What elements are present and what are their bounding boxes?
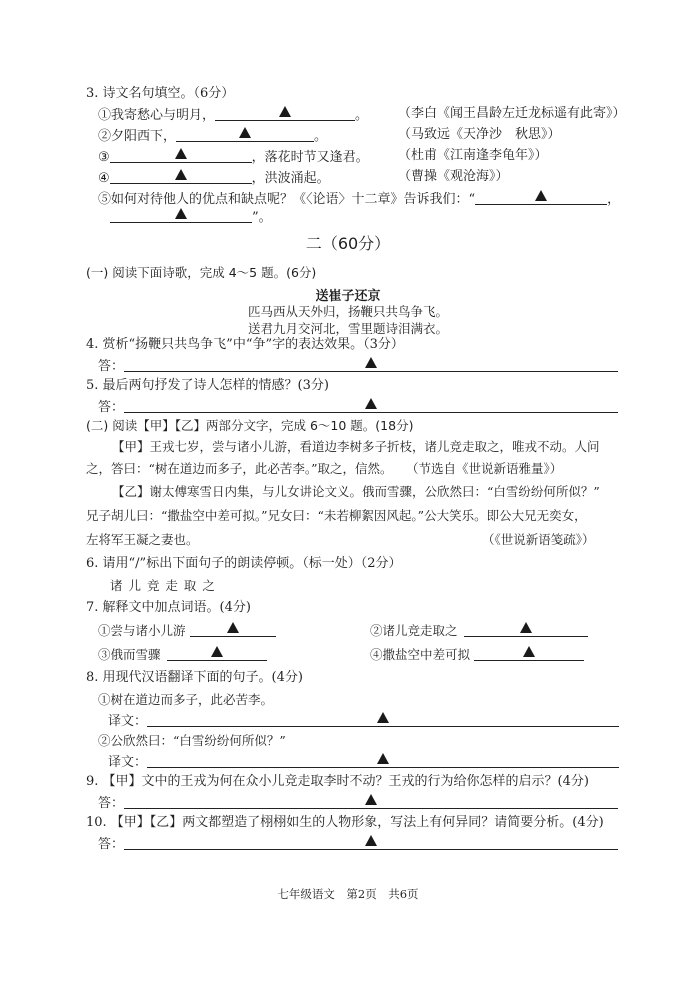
q7-item-1 — [98, 622, 276, 639]
q10-answer-label: 答： — [98, 837, 125, 852]
q7-text: 7. 解释文中加点词语。(4分) — [86, 600, 251, 615]
q3-line-3-pre: ③ — [98, 150, 110, 165]
q5-text: 5. 最后两句抒发了诗人怎样的情感？(3分) — [86, 378, 329, 393]
q7-blank-4[interactable] — [474, 646, 584, 661]
q3-line-2-source: （马致远《天净沙 秋思》） — [398, 127, 561, 142]
q3-blank-1[interactable] — [215, 106, 355, 121]
q3-line-3-post: ，落花时节又逢君。 — [251, 150, 369, 165]
triangle-marker-icon — [175, 169, 187, 180]
q8-answer-row-1 — [108, 712, 619, 730]
q3-line-4 — [98, 169, 330, 187]
q10-answer-line[interactable] — [124, 835, 618, 850]
section-2-heading: 二（60分） — [305, 234, 391, 253]
q3-line-5b-post: ”。 — [252, 210, 272, 225]
yi-line-2: 兄子胡儿曰：“撒盐空中差可拟。”兄女曰：“未若柳絮因风起。”公大笑乐。即公大兄无奕女， — [86, 508, 587, 523]
q3-line-5a-text: ⑤如何对待他人的优点和缺点呢？《〈论语〉十二章》告诉我们：“ — [98, 192, 476, 207]
q6-sentence: 诸 儿 竞 走 取 之 — [110, 578, 216, 593]
q8-answer-line-1[interactable] — [147, 712, 619, 727]
q7-item-2 — [370, 622, 588, 639]
q8-answer-label-2: 译文： — [108, 755, 148, 770]
yi-line-3: 左将军王凝之妻也。 — [86, 532, 199, 547]
q3-line-2 — [98, 127, 327, 145]
q9-answer-label: 答： — [98, 796, 125, 811]
q7-blank-2[interactable] — [464, 622, 588, 637]
q3-line-2-post: 。 — [314, 129, 328, 144]
q5-answer-line[interactable] — [124, 398, 618, 413]
q3-line-4-pre: ④ — [98, 171, 110, 186]
q10-text: 10. 【甲】【乙】两文都塑造了栩栩如生的人物形象，写法上有何异同？请简要分析。(4分) — [86, 815, 604, 830]
q3-blank-6[interactable] — [110, 208, 252, 223]
triangle-marker-icon — [365, 398, 377, 409]
triangle-marker-icon — [365, 794, 377, 805]
triangle-marker-icon — [227, 622, 239, 633]
q3-line-1-pre: ①我寄愁心与明月， — [98, 108, 216, 123]
q10-answer-row — [98, 835, 618, 853]
q7-item-2-text: ②诸儿竞走取之 — [370, 623, 458, 638]
q8-answer-label-1: 译文： — [108, 714, 148, 729]
triangle-marker-icon — [279, 106, 291, 117]
q3-line-1-post: 。 — [355, 108, 369, 123]
q3-blank-3[interactable] — [110, 148, 252, 163]
triangle-marker-icon — [523, 646, 535, 657]
triangle-marker-icon — [239, 127, 251, 138]
q3-blank-5[interactable] — [475, 190, 607, 205]
q3-line-5b — [110, 208, 272, 226]
triangle-marker-icon — [520, 622, 532, 633]
triangle-marker-icon — [211, 646, 223, 657]
triangle-marker-icon — [175, 148, 187, 159]
q4-text: 4. 赏析“扬鞭只共鸟争飞”中“争”字的表达效果。（3分） — [86, 337, 404, 352]
q8-sentence-2: ②公欣然曰：“白雪纷纷何所似？” — [98, 733, 286, 748]
q3-line-4-post: ，洪波涌起。 — [251, 171, 330, 186]
triangle-marker-icon — [175, 208, 187, 219]
q7-item-4 — [370, 646, 584, 663]
q7-blank-1[interactable] — [190, 622, 276, 637]
q8-answer-row-2 — [108, 753, 619, 771]
q4-answer-row — [98, 357, 618, 375]
q8-answer-line-2[interactable] — [147, 753, 619, 768]
triangle-marker-icon — [377, 753, 389, 764]
q7-blank-3[interactable] — [167, 646, 267, 661]
q3-line-4-source: （曹操《观沧海》） — [398, 169, 509, 184]
jia-source: （节选自《世说新语雅量》） — [406, 461, 563, 476]
q3-line-1 — [98, 106, 368, 124]
q5-answer-row — [98, 398, 618, 416]
page-footer: 七年级语文 第2页 共6页 — [277, 887, 419, 901]
q4-answer-label: 答： — [98, 359, 125, 374]
q9-text: 9. 【甲】文中的王戎为何在众小儿竞走取李时不动？王戎的行为给你怎样的启示？(4分) — [86, 774, 589, 789]
yi-source: （《世说新语笺疏》） — [482, 532, 595, 547]
q8-sentence-1: ①树在道边而多子，此必苦李。 — [98, 692, 274, 707]
triangle-marker-icon — [377, 712, 389, 723]
q3-line-2-pre: ②夕阳西下， — [98, 129, 177, 144]
q3-line-3 — [98, 148, 369, 166]
q3-blank-4[interactable] — [110, 169, 252, 184]
part-1-heading: (一) 阅读下面诗歌，完成 4～5 题。(6分) — [86, 265, 317, 280]
q3-line-5a — [98, 190, 620, 208]
poem-line-1: 匹马西从天外归，扬鞭只共鸟争飞。 — [247, 304, 448, 319]
q6-text: 6. 请用“/”标出下面句子的朗读停顿。（标一处）（2分） — [86, 556, 402, 571]
q5-answer-label: 答： — [98, 400, 125, 415]
jia-line-1: 【甲】王戎七岁，尝与诸小儿游，看道边李树多子折枝，诸儿竞走取之，唯戎不动。人问 — [112, 439, 600, 454]
q3-blank-2[interactable] — [176, 127, 314, 142]
q3-line-5a-post: ， — [607, 192, 621, 207]
yi-line-1: 【乙】谢太傅寒雪日内集，与儿女讲论文义。俄而雪骤，公欣然曰：“白雪纷纷何所似？” — [112, 484, 600, 499]
q7-item-3-text: ③俄而雪骤 — [98, 647, 161, 662]
q3-line-1-source: （李白《闻王昌龄左迁龙标遥有此寄》） — [398, 106, 626, 121]
triangle-marker-icon — [365, 357, 377, 368]
q9-answer-row — [98, 794, 618, 812]
q3-line-3-source: （杜甫《江南逢李龟年》） — [398, 148, 548, 163]
triangle-marker-icon — [535, 190, 547, 201]
q4-answer-line[interactable] — [124, 357, 618, 372]
poem-title: 送崔子还京 — [315, 289, 381, 304]
q3-heading: 3. 诗文名句填空。（6分） — [86, 86, 235, 101]
q7-item-1-text: ①尝与诸小儿游 — [98, 623, 186, 638]
q7-item-4-text: ④撒盐空中差可拟 — [370, 647, 471, 662]
q9-answer-line[interactable] — [124, 794, 618, 809]
jia-line-2: 之，答曰：“树在道边而多子，此必苦李。”取之，信然。 — [86, 461, 393, 476]
poem-line-2: 送君九月交河北，雪里题诗泪满衣。 — [247, 321, 448, 336]
triangle-marker-icon — [365, 835, 377, 846]
q7-item-3 — [98, 646, 267, 663]
q8-text: 8. 用现代汉语翻译下面的句子。(4分) — [86, 670, 303, 685]
part-2-heading: (二) 阅读【甲】【乙】两部分文字，完成 6～10 题。(18分) — [86, 418, 414, 433]
